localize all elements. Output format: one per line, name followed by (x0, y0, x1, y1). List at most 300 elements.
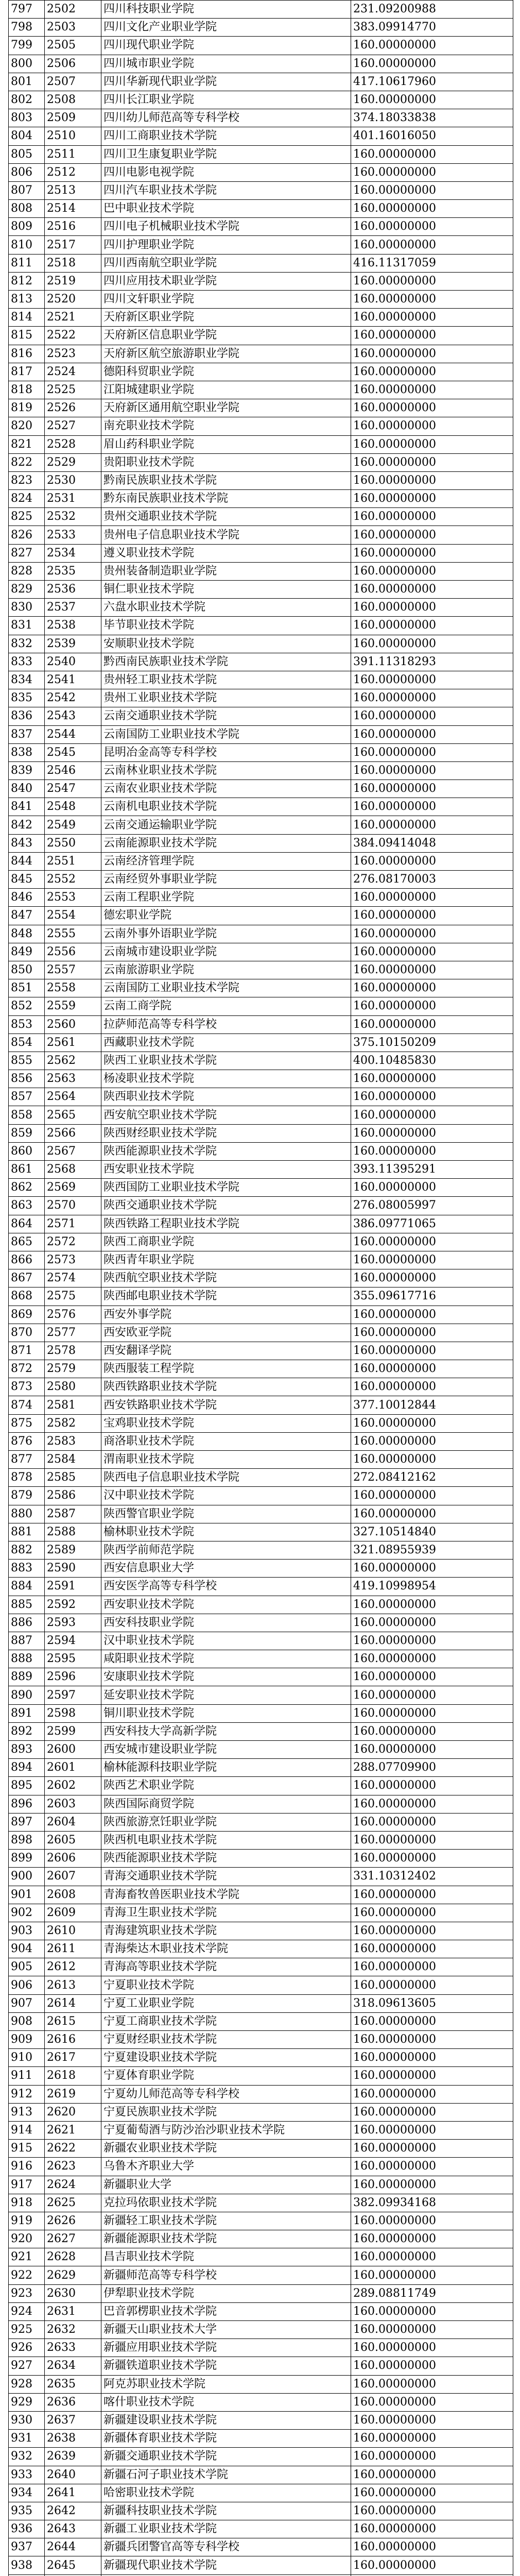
school-name-cell: 云南能源职业技术学院 (101, 834, 351, 852)
row-index-cell: 854 (9, 1033, 45, 1052)
score-cell: 160.00000000 (351, 181, 513, 199)
score-cell: 160.00000000 (351, 1269, 513, 1287)
row-index-cell: 868 (9, 1287, 45, 1306)
score-cell: 160.00000000 (351, 1124, 513, 1142)
row-index-cell: 839 (9, 761, 45, 779)
score-cell: 160.00000000 (351, 2031, 513, 2049)
school-name-cell: 宝鸡职业技术学院 (101, 1414, 351, 1432)
score-cell: 355.09617716 (351, 1287, 513, 1306)
school-name-cell: 汉中职业技术学院 (101, 1632, 351, 1650)
table-row (9, 2339, 513, 2357)
score-cell: 276.08005997 (351, 1197, 513, 1215)
school-code-cell: 2534 (45, 544, 101, 562)
school-code-cell: 2513 (45, 181, 101, 199)
table-row (9, 1850, 513, 1868)
school-name-cell: 陕西青年职业学院 (101, 1251, 351, 1269)
table-row (9, 617, 513, 635)
table-row (9, 218, 513, 236)
score-cell: 374.18033838 (351, 109, 513, 127)
school-code-cell: 2571 (45, 1215, 101, 1233)
school-code-cell: 2554 (45, 907, 101, 925)
table-row (9, 1632, 513, 1650)
row-index-cell: 852 (9, 997, 45, 1015)
score-cell: 400.10485830 (351, 1052, 513, 1070)
school-name-cell: 陕西交通职业技术学院 (101, 1197, 351, 1215)
score-cell: 160.00000000 (351, 1324, 513, 1342)
table-row (9, 19, 513, 37)
school-name-cell: 宁夏职业技术学院 (101, 1976, 351, 1994)
school-code-cell: 2508 (45, 91, 101, 109)
school-name-cell: 陕西能源职业技术学院 (101, 1850, 351, 1868)
table-row (9, 236, 513, 254)
school-name-cell: 四川城市职业学院 (101, 55, 351, 73)
row-index-cell: 819 (9, 399, 45, 417)
school-code-cell: 2560 (45, 1015, 101, 1033)
school-name-cell: 德宏职业学院 (101, 907, 351, 925)
school-name-cell: 黔东南民族职业技术学院 (101, 490, 351, 508)
row-index-cell: 823 (9, 471, 45, 489)
school-code-cell: 2576 (45, 1306, 101, 1324)
row-index-cell: 840 (9, 780, 45, 798)
score-cell: 160.00000000 (351, 1378, 513, 1396)
school-code-cell: 2540 (45, 653, 101, 671)
school-code-cell: 2510 (45, 127, 101, 145)
score-cell: 160.00000000 (351, 2321, 513, 2339)
school-code-cell: 2587 (45, 1505, 101, 1523)
school-name-cell: 新疆体育职业技术学院 (101, 2430, 351, 2448)
school-code-cell: 2599 (45, 1722, 101, 1740)
school-code-cell: 2612 (45, 1958, 101, 1976)
row-index-cell: 851 (9, 979, 45, 997)
row-index-cell: 879 (9, 1487, 45, 1505)
school-name-cell: 青海柴达木职业技术学院 (101, 1940, 351, 1958)
row-index-cell: 920 (9, 2230, 45, 2248)
score-cell: 160.00000000 (351, 236, 513, 254)
score-cell: 160.00000000 (351, 272, 513, 290)
row-index-cell: 875 (9, 1414, 45, 1432)
row-index-cell: 812 (9, 272, 45, 290)
table-row (9, 1269, 513, 1287)
row-index-cell: 889 (9, 1668, 45, 1686)
row-index-cell: 808 (9, 200, 45, 218)
school-code-cell: 2523 (45, 345, 101, 363)
school-code-cell: 2644 (45, 2538, 101, 2556)
row-index-cell: 906 (9, 1976, 45, 1994)
row-index-cell: 806 (9, 163, 45, 181)
score-cell: 160.00000000 (351, 1505, 513, 1523)
table-row (9, 1904, 513, 1922)
score-cell: 160.00000000 (351, 1070, 513, 1088)
table-row (9, 471, 513, 489)
school-code-cell: 2639 (45, 2448, 101, 2466)
school-name-cell: 西藏职业技术学院 (101, 1033, 351, 1052)
row-index-cell: 915 (9, 2140, 45, 2158)
score-cell: 160.00000000 (351, 979, 513, 997)
table-row (9, 1722, 513, 1740)
school-code-cell: 2506 (45, 55, 101, 73)
table-row (9, 979, 513, 997)
school-code-cell: 2566 (45, 1124, 101, 1142)
score-cell: 160.00000000 (351, 2448, 513, 2466)
row-index-cell: 866 (9, 1251, 45, 1269)
score-cell: 327.10514840 (351, 1523, 513, 1541)
score-cell: 160.00000000 (351, 2357, 513, 2375)
table-row (9, 2466, 513, 2484)
school-code-cell: 2563 (45, 1070, 101, 1088)
table-row (9, 1777, 513, 1795)
score-cell: 160.00000000 (351, 2266, 513, 2284)
school-name-cell: 榆林能源科技职业学院 (101, 1759, 351, 1777)
score-cell: 160.00000000 (351, 1432, 513, 1450)
school-code-cell: 2512 (45, 163, 101, 181)
row-index-cell: 885 (9, 1596, 45, 1614)
score-cell: 160.00000000 (351, 2248, 513, 2266)
table-row (9, 1759, 513, 1777)
school-name-cell: 四川西南航空职业学院 (101, 254, 351, 272)
row-index-cell: 890 (9, 1686, 45, 1704)
score-cell: 160.00000000 (351, 581, 513, 599)
score-cell: 375.10150209 (351, 1033, 513, 1052)
row-index-cell: 931 (9, 2430, 45, 2448)
school-name-cell: 陕西财经职业技术学院 (101, 1124, 351, 1142)
row-index-cell: 799 (9, 37, 45, 55)
score-cell: 391.11318293 (351, 653, 513, 671)
row-index-cell: 867 (9, 1269, 45, 1287)
table-row (9, 435, 513, 453)
school-name-cell: 新疆建设职业技术学院 (101, 2411, 351, 2429)
row-index-cell: 902 (9, 1904, 45, 1922)
score-cell: 160.00000000 (351, 1560, 513, 1578)
school-name-cell: 云南国防工业职业技术学院 (101, 979, 351, 997)
table-row (9, 1596, 513, 1614)
score-cell: 160.00000000 (351, 997, 513, 1015)
score-cell: 160.00000000 (351, 2502, 513, 2520)
row-index-cell: 816 (9, 345, 45, 363)
school-code-cell: 2641 (45, 2484, 101, 2502)
row-index-cell: 797 (9, 1, 45, 19)
school-code-cell: 2583 (45, 1432, 101, 1450)
school-code-cell: 2621 (45, 2121, 101, 2139)
school-code-cell: 2555 (45, 925, 101, 943)
table-row (9, 109, 513, 127)
table-row (9, 599, 513, 617)
school-name-cell: 陕西能源职业技术学院 (101, 1142, 351, 1160)
school-name-cell: 云南工商学院 (101, 997, 351, 1015)
school-name-cell: 陕西工商职业学院 (101, 1233, 351, 1251)
school-code-cell: 2602 (45, 1777, 101, 1795)
row-index-cell: 810 (9, 236, 45, 254)
score-cell: 160.00000000 (351, 2538, 513, 2556)
table-row (9, 1197, 513, 1215)
row-index-cell: 870 (9, 1324, 45, 1342)
table-row (9, 544, 513, 562)
row-index-cell: 901 (9, 1886, 45, 1904)
school-code-cell: 2577 (45, 1324, 101, 1342)
row-index-cell: 803 (9, 109, 45, 127)
row-index-cell: 897 (9, 1813, 45, 1831)
table-row (9, 1922, 513, 1940)
score-table-body (9, 1, 513, 2576)
row-index-cell: 936 (9, 2520, 45, 2538)
score-cell: 160.00000000 (351, 291, 513, 309)
table-row (9, 363, 513, 381)
score-cell: 160.00000000 (351, 2049, 513, 2067)
score-cell: 160.00000000 (351, 1088, 513, 1106)
row-index-cell: 884 (9, 1578, 45, 1596)
school-name-cell: 陕西学前师范学院 (101, 1541, 351, 1559)
table-row (9, 1015, 513, 1033)
school-name-cell: 陕西航空职业技术学院 (101, 1269, 351, 1287)
table-row (9, 1560, 513, 1578)
score-cell: 160.00000000 (351, 1795, 513, 1813)
school-name-cell: 云南国防工业职业技术学院 (101, 725, 351, 743)
row-index-cell: 888 (9, 1650, 45, 1668)
school-code-cell: 2606 (45, 1850, 101, 1868)
school-name-cell: 西安城市建设职业学院 (101, 1741, 351, 1759)
school-code-cell: 2601 (45, 1759, 101, 1777)
school-code-cell: 2562 (45, 1052, 101, 1070)
table-row (9, 1378, 513, 1396)
school-code-cell: 2521 (45, 309, 101, 327)
school-name-cell: 新疆现代职业技术学院 (101, 2556, 351, 2574)
school-name-cell: 四川工商职业技术学院 (101, 127, 351, 145)
score-cell: 160.00000000 (351, 2230, 513, 2248)
row-index-cell: 807 (9, 181, 45, 199)
score-cell: 160.00000000 (351, 1487, 513, 1505)
table-row (9, 2085, 513, 2103)
score-cell: 160.00000000 (351, 1722, 513, 1740)
score-cell: 160.00000000 (351, 943, 513, 961)
school-name-cell: 陕西铁路职业技术学院 (101, 1378, 351, 1396)
table-row (9, 2448, 513, 2466)
row-index-cell: 872 (9, 1360, 45, 1378)
table-row (9, 671, 513, 689)
table-row (9, 55, 513, 73)
table-row (9, 907, 513, 925)
school-code-cell: 2613 (45, 1976, 101, 1994)
school-name-cell: 黔南民族职业技术学院 (101, 471, 351, 489)
row-index-cell: 847 (9, 907, 45, 925)
school-name-cell: 西安医学高等专科学校 (101, 1578, 351, 1596)
row-index-cell: 829 (9, 581, 45, 599)
table-row (9, 798, 513, 816)
row-index-cell: 912 (9, 2085, 45, 2103)
table-row (9, 1578, 513, 1596)
school-name-cell: 陕西服装工程学院 (101, 1360, 351, 1378)
school-code-cell: 2548 (45, 798, 101, 816)
score-cell: 160.00000000 (351, 1251, 513, 1269)
school-name-cell: 贵州工业职业技术学院 (101, 689, 351, 707)
school-name-cell: 陕西工业职业技术学院 (101, 1052, 351, 1070)
school-name-cell: 贵州电子信息职业技术学院 (101, 526, 351, 544)
school-name-cell: 新疆兵团警官高等专科学校 (101, 2538, 351, 2556)
school-name-cell: 四川电子机械职业技术学院 (101, 218, 351, 236)
table-row (9, 2158, 513, 2176)
score-cell: 160.00000000 (351, 852, 513, 870)
table-row (9, 1432, 513, 1450)
row-index-cell: 859 (9, 1124, 45, 1142)
score-cell: 160.00000000 (351, 1106, 513, 1124)
school-name-cell: 青海交通职业技术学院 (101, 1868, 351, 1886)
table-row (9, 254, 513, 272)
row-index-cell: 900 (9, 1868, 45, 1886)
school-name-cell: 天府新区信息职业学院 (101, 327, 351, 345)
table-row (9, 345, 513, 363)
table-row (9, 291, 513, 309)
table-row (9, 453, 513, 471)
table-row (9, 1106, 513, 1124)
table-row (9, 2103, 513, 2121)
school-name-cell: 新疆石河子职业技术学院 (101, 2466, 351, 2484)
score-cell: 160.00000000 (351, 2375, 513, 2393)
row-index-cell: 846 (9, 889, 45, 907)
table-row (9, 327, 513, 345)
school-code-cell: 2573 (45, 1251, 101, 1269)
score-cell: 160.00000000 (351, 2158, 513, 2176)
row-index-cell: 896 (9, 1795, 45, 1813)
row-index-cell: 826 (9, 526, 45, 544)
row-index-cell: 856 (9, 1070, 45, 1088)
school-name-cell: 云南外事外语职业学院 (101, 925, 351, 943)
table-row (9, 1469, 513, 1487)
table-row (9, 725, 513, 743)
table-row (9, 181, 513, 199)
score-cell: 416.11317059 (351, 254, 513, 272)
row-index-cell: 933 (9, 2466, 45, 2484)
table-row (9, 1360, 513, 1378)
table-row (9, 1088, 513, 1106)
score-cell: 160.00000000 (351, 508, 513, 526)
table-row (9, 562, 513, 580)
school-name-cell: 宁夏财经职业技术学院 (101, 2031, 351, 2049)
school-code-cell: 2590 (45, 1560, 101, 1578)
table-row (9, 2176, 513, 2194)
score-cell: 160.00000000 (351, 1886, 513, 1904)
school-code-cell: 2578 (45, 1342, 101, 1360)
score-cell: 160.00000000 (351, 1596, 513, 1614)
score-cell: 160.00000000 (351, 599, 513, 617)
school-code-cell: 2520 (45, 291, 101, 309)
score-cell: 160.00000000 (351, 2176, 513, 2194)
school-name-cell: 西安翻译学院 (101, 1342, 351, 1360)
table-row (9, 417, 513, 435)
score-cell: 160.00000000 (351, 725, 513, 743)
row-index-cell: 863 (9, 1197, 45, 1215)
school-code-cell: 2568 (45, 1161, 101, 1179)
school-code-cell: 2637 (45, 2411, 101, 2429)
row-index-cell: 815 (9, 327, 45, 345)
score-cell: 160.00000000 (351, 1451, 513, 1469)
row-index-cell: 929 (9, 2393, 45, 2411)
table-row (9, 1686, 513, 1704)
school-code-cell: 2605 (45, 1831, 101, 1849)
table-row (9, 2140, 513, 2158)
school-code-cell: 2532 (45, 508, 101, 526)
school-code-cell: 2537 (45, 599, 101, 617)
table-row (9, 780, 513, 798)
school-code-cell: 2550 (45, 834, 101, 852)
school-code-cell: 2645 (45, 2556, 101, 2574)
school-code-cell: 2579 (45, 1360, 101, 1378)
school-name-cell: 宁夏葡萄酒与防沙治沙职业技术学院 (101, 2121, 351, 2139)
school-name-cell: 云南城市建设职业学院 (101, 943, 351, 961)
table-row (9, 2067, 513, 2085)
score-cell: 160.00000000 (351, 2140, 513, 2158)
school-code-cell: 2614 (45, 1994, 101, 2012)
school-code-cell: 2511 (45, 145, 101, 163)
row-index-cell: 876 (9, 1432, 45, 1450)
row-index-cell: 858 (9, 1106, 45, 1124)
table-row (9, 1940, 513, 1958)
score-cell: 160.00000000 (351, 381, 513, 399)
school-name-cell: 云南工程职业学院 (101, 889, 351, 907)
row-index-cell: 860 (9, 1142, 45, 1160)
table-row (9, 2284, 513, 2302)
score-cell: 160.00000000 (351, 961, 513, 979)
table-row (9, 2321, 513, 2339)
score-cell: 417.10617960 (351, 73, 513, 91)
school-name-cell: 贵州装备制造职业学院 (101, 562, 351, 580)
row-index-cell: 835 (9, 689, 45, 707)
row-index-cell: 921 (9, 2248, 45, 2266)
row-index-cell: 877 (9, 1451, 45, 1469)
row-index-cell: 834 (9, 671, 45, 689)
school-code-cell: 2584 (45, 1451, 101, 1469)
school-code-cell: 2525 (45, 381, 101, 399)
row-index-cell: 908 (9, 2012, 45, 2030)
school-name-cell: 四川科技职业学院 (101, 1, 351, 19)
school-name-cell: 天府新区航空旅游职业学院 (101, 345, 351, 363)
score-table (8, 0, 513, 2576)
school-name-cell: 铜川职业技术学院 (101, 1704, 351, 1722)
school-code-cell: 2556 (45, 943, 101, 961)
school-code-cell: 2611 (45, 1940, 101, 1958)
score-cell: 160.00000000 (351, 91, 513, 109)
school-name-cell: 宁夏民族职业技术学院 (101, 2103, 351, 2121)
score-cell: 160.00000000 (351, 1233, 513, 1251)
row-index-cell: 893 (9, 1741, 45, 1759)
table-row (9, 2049, 513, 2067)
school-name-cell: 天府新区职业学院 (101, 309, 351, 327)
table-row (9, 1976, 513, 1994)
table-row (9, 2194, 513, 2212)
table-row (9, 1287, 513, 1306)
table-row (9, 889, 513, 907)
row-index-cell: 857 (9, 1088, 45, 1106)
table-row (9, 1124, 513, 1142)
score-cell: 160.00000000 (351, 1360, 513, 1378)
table-row (9, 2031, 513, 2049)
school-code-cell: 2608 (45, 1886, 101, 1904)
score-cell: 160.00000000 (351, 2484, 513, 2502)
school-code-cell: 2552 (45, 871, 101, 889)
school-code-cell: 2559 (45, 997, 101, 1015)
school-name-cell: 新疆轻工职业技术学院 (101, 2212, 351, 2230)
school-name-cell: 云南交通运输职业学院 (101, 816, 351, 834)
school-code-cell: 2620 (45, 2103, 101, 2121)
school-code-cell: 2570 (45, 1197, 101, 1215)
school-name-cell: 商洛职业技术学院 (101, 1432, 351, 1450)
score-cell: 160.00000000 (351, 37, 513, 55)
row-index-cell: 891 (9, 1704, 45, 1722)
school-name-cell: 四川汽车职业技术学院 (101, 181, 351, 199)
score-cell: 160.00000000 (351, 345, 513, 363)
score-cell: 160.00000000 (351, 907, 513, 925)
row-index-cell: 849 (9, 943, 45, 961)
school-name-cell: 贵州交通职业技术学院 (101, 508, 351, 526)
score-cell: 160.00000000 (351, 526, 513, 544)
school-name-cell: 宁夏工商职业技术学院 (101, 2012, 351, 2030)
